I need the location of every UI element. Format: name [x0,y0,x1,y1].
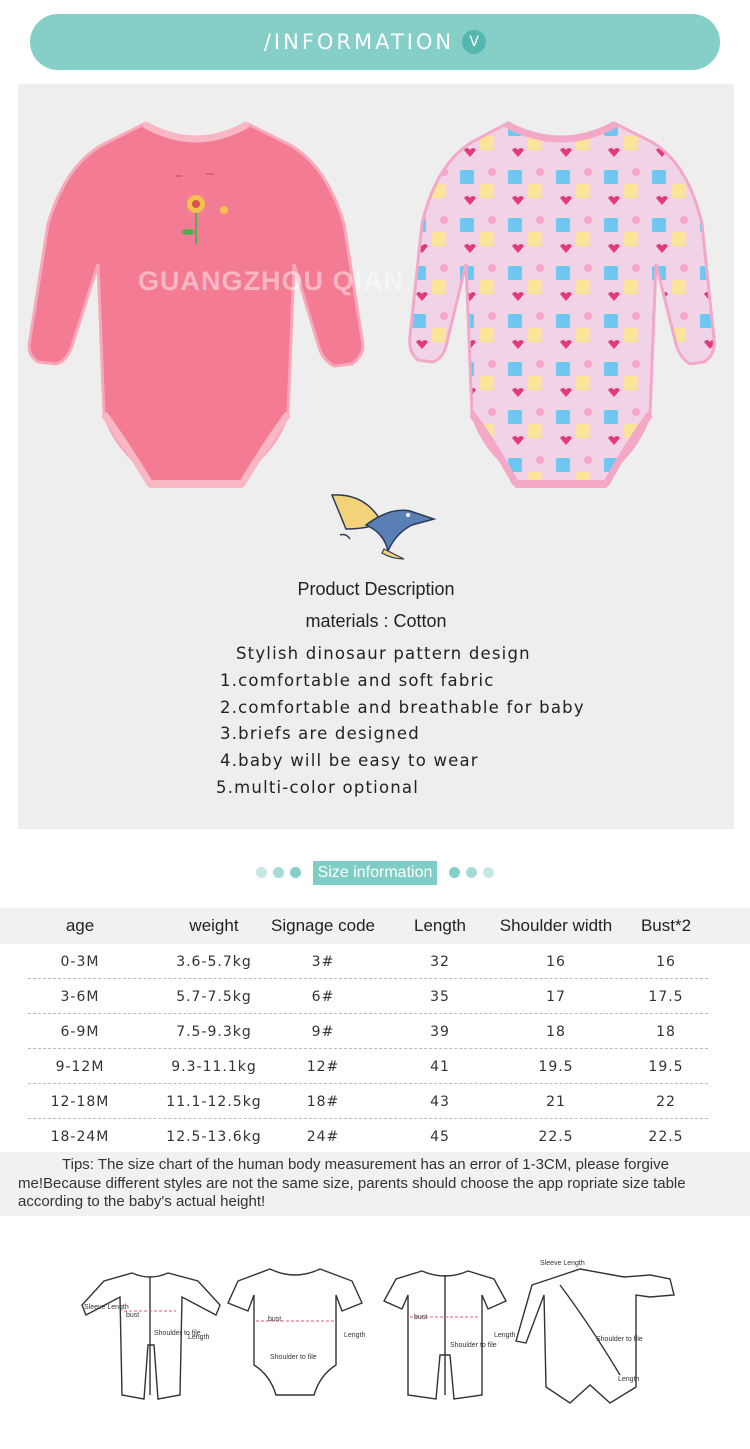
table-cell: 18-24M [50,1128,110,1145]
size-table [0,908,750,1154]
information-banner [30,14,720,70]
product-material: materials : Cotton [305,611,447,631]
diagram-label-sleeve: Sleeve Length [84,1304,129,1311]
table-cell: 41 [430,1058,450,1075]
diagram-label-length: Length [494,1332,516,1339]
table-cell: 19.5 [538,1058,574,1075]
table-cell: 18 [656,1023,676,1040]
watermark: GUANGZHOU QIAN [138,266,404,296]
table-cell: 18 [546,1023,566,1040]
table-header-cell: age [65,916,95,935]
product-description-heading: Product Description [297,579,455,599]
table-row [0,1014,750,1049]
product-panel [18,84,734,829]
feature-line: 1.comfortable and soft fabric [220,671,495,690]
diagram-label-shoulder: Shoulder to file [270,1354,317,1361]
table-cell: 35 [430,988,450,1005]
decor-dot [256,867,267,878]
table-header-cell: weight [189,916,239,935]
diagram-label-length: Length [618,1376,640,1383]
table-cell: 5.7-7.5kg [176,988,252,1005]
table-cell: 18# [306,1093,340,1110]
table-cell: 6-9M [60,1023,100,1040]
feature-line: 4.baby will be easy to wear [220,751,479,770]
table-cell: 3# [311,953,335,970]
table-cell: 22.5 [648,1128,684,1145]
table-cell: 39 [430,1023,450,1040]
table-cell: 22.5 [538,1128,574,1145]
diagram-label-bust: bust [414,1314,428,1321]
table-cell: 11.1-12.5kg [166,1093,262,1110]
table-cell: 3-6M [60,988,100,1005]
diagram-label-shoulder: Shoulder to file [450,1342,497,1349]
table-cell: 3.6-5.7kg [176,953,252,970]
table-cell: 16 [656,953,676,970]
decor-dot [273,867,284,878]
table-row [0,944,750,979]
table-cell: 45 [430,1128,450,1145]
printed-bodysuit-image [406,114,716,494]
pterodactyl-icon [326,489,440,561]
size-information-label: Size information [313,861,438,885]
diagram-label-shoulder: Shoulder to file [596,1336,643,1343]
diagram-label-shoulder: Shoulder to file [154,1330,201,1337]
diagram-label-length: Length [344,1332,366,1339]
decor-dot [449,867,460,878]
table-cell: 19.5 [648,1058,684,1075]
table-cell: 24# [306,1128,340,1145]
table-cell: 43 [430,1093,450,1110]
table-cell: 9.3-11.1kg [171,1058,257,1075]
measurement-diagrams [70,1255,690,1405]
table-header-cell: Signage code [271,916,375,935]
pink-bodysuit-image [26,114,366,494]
table-cell: 7.5-9.3kg [176,1023,252,1040]
table-cell: 12.5-13.6kg [166,1128,262,1145]
table-row [0,1119,750,1154]
table-cell: 9-12M [55,1058,105,1075]
size-tips [0,1152,750,1216]
table-cell: 12# [306,1058,340,1075]
table-cell: 12-18M [50,1093,110,1110]
table-cell: 22 [656,1093,676,1110]
feature-line: 2.comfortable and breathable for baby [220,698,585,717]
table-header-cell: Shoulder width [499,916,613,935]
diagram-label-length: Length [188,1334,210,1341]
table-row [0,979,750,1014]
table-cell: 9# [311,1023,335,1040]
table-row [0,1084,750,1119]
table-cell: 17.5 [648,988,684,1005]
chevron-down-icon: V [462,30,486,54]
table-header-cell: Length [414,916,466,935]
table-cell: 32 [430,953,450,970]
tips-text: Tips: The size chart of the human body measurement has an error of 1-3CM, please forgive me!Because different styles are not the same size, parents should choose the app ropriate size table according to the baby's actual height! [18,1156,686,1210]
table-cell: 0-3M [60,953,100,970]
banner-title: /INFORMATION [263,30,455,54]
table-cell: 17 [546,988,566,1005]
table-row [0,1049,750,1084]
diagram-label-bust: bust [268,1316,282,1323]
feature-line: Stylish dinosaur pattern design [236,644,531,663]
size-information-heading [0,859,750,886]
table-cell: 6# [311,988,335,1005]
feature-line: 5.multi-color optional [216,778,420,797]
feature-line: 3.briefs are designed [220,724,420,743]
diagram-label-bust: bust [126,1312,140,1319]
decor-dot [290,867,301,878]
decor-dot [466,867,477,878]
decor-dot [483,867,494,878]
table-header-cell: Bust*2 [640,916,692,935]
table-cell: 21 [546,1093,566,1110]
table-cell: 16 [546,953,566,970]
diagram-label-sleeve: Sleeve Length [540,1260,585,1267]
table-header-row [0,908,750,944]
